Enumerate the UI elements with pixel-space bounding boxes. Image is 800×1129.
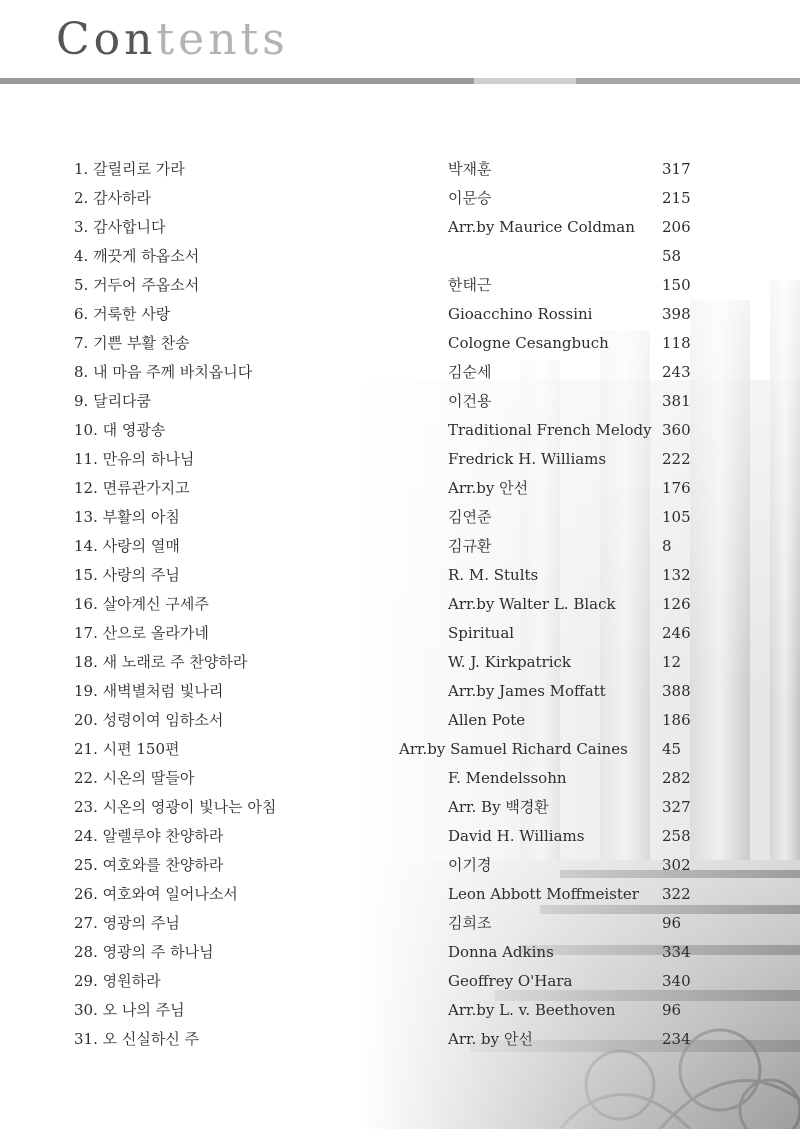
toc-entry-composer: Arr.by L. v. Beethoven — [448, 1001, 616, 1019]
toc-entry-page-number: 96 — [662, 1001, 682, 1019]
toc-entry — [0, 996, 800, 1025]
toc-entry-composer: 이기경 — [448, 856, 492, 874]
toc-entry-title: 13. 부활의 아침 — [74, 508, 180, 526]
toc-entry-title: 23. 시온의 영광이 빛나는 아침 — [74, 798, 277, 816]
toc-entry — [0, 300, 800, 329]
toc-entry-composer: Gioacchino Rossini — [448, 305, 593, 323]
toc-entry-page-number: 222 — [662, 450, 691, 468]
toc-entry-page-number: 381 — [662, 392, 691, 410]
toc-entry — [0, 416, 800, 445]
toc-entry — [0, 474, 800, 503]
toc-entry-page-number: 186 — [662, 711, 691, 729]
toc-entry-page-number: 215 — [662, 189, 691, 207]
toc-entry-page-number: 340 — [662, 972, 691, 990]
toc-entry-title: 10. 대 영광송 — [74, 421, 166, 439]
toc-entry-title: 15. 사랑의 주님 — [74, 566, 180, 584]
toc-entry-page-number: 322 — [662, 885, 691, 903]
toc-entry-composer: Geoffrey O'Hara — [448, 972, 573, 990]
toc-entry — [0, 155, 800, 184]
toc-entry — [0, 503, 800, 532]
toc-entry — [0, 822, 800, 851]
toc-entry — [0, 184, 800, 213]
toc-entry — [0, 590, 800, 619]
toc-entry-title: 16. 살아계신 구세주 — [74, 595, 209, 613]
toc-entry-title: 17. 산으로 올라가네 — [74, 624, 209, 642]
toc-entry-title: 6. 거룩한 사랑 — [74, 305, 171, 323]
toc-entry-composer: Traditional French Melody — [448, 421, 652, 439]
toc-entry-page-number: 388 — [662, 682, 691, 700]
toc-entry-page-number: 58 — [662, 247, 682, 265]
toc-entry-page-number: 176 — [662, 479, 691, 497]
toc-entry-composer: Arr.by Walter L. Black — [448, 595, 616, 613]
toc-entry-page-number: 132 — [662, 566, 691, 584]
toc-entry-title: 24. 알렐루야 찬양하라 — [74, 827, 224, 845]
toc-entry-title: 19. 새벽별처럼 빛나리 — [74, 682, 224, 700]
toc-entry-composer: Fredrick H. Williams — [448, 450, 607, 468]
toc-entry-composer: Allen Pote — [448, 711, 526, 729]
toc-entry-page-number: 45 — [662, 740, 682, 758]
toc-entry — [0, 938, 800, 967]
toc-entry-title: 25. 여호와를 찬양하라 — [74, 856, 224, 874]
toc-entry-composer: Arr.by Maurice Coldman — [448, 218, 635, 236]
toc-entry-composer: Leon Abbott Moffmeister — [448, 885, 639, 903]
toc-entry — [0, 532, 800, 561]
toc-entry-title: 9. 달리다쿰 — [74, 392, 152, 410]
toc-entry-title: 31. 오 신실하신 주 — [74, 1030, 200, 1048]
toc-entry-page-number: 12 — [662, 653, 682, 671]
toc-entry — [0, 329, 800, 358]
toc-entry-composer: 박재훈 — [448, 160, 492, 178]
toc-entry — [0, 851, 800, 880]
toc-entry-title: 30. 오 나의 주님 — [74, 1001, 185, 1019]
toc-entry-title: 22. 시온의 딸들아 — [74, 769, 195, 787]
toc-entry-composer: 김연준 — [448, 508, 492, 526]
toc-entry-title: 5. 거두어 주옵소서 — [74, 276, 200, 294]
toc-entry-page-number: 118 — [662, 334, 691, 352]
toc-entry-title: 29. 영원하라 — [74, 972, 161, 990]
toc-entry-page-number: 150 — [662, 276, 691, 294]
toc-entry-composer: Arr. by 안선 — [448, 1030, 533, 1048]
toc-entry — [0, 358, 800, 387]
toc-entry-page-number: 258 — [662, 827, 691, 845]
toc-entry-title: 20. 성령이여 임하소서 — [74, 711, 224, 729]
toc-entry-title: 11. 만유의 하나님 — [74, 450, 195, 468]
page-title-light: tents — [156, 14, 289, 65]
toc-entry — [0, 619, 800, 648]
toc-entry-composer: Spiritual — [448, 624, 515, 642]
toc-entry-composer: 이건용 — [448, 392, 492, 410]
toc-entry-page-number: 360 — [662, 421, 691, 439]
toc-entry — [0, 909, 800, 938]
toc-entry-page-number: 105 — [662, 508, 691, 526]
toc-entry — [0, 735, 800, 764]
toc-entry-composer: F. Mendelssohn — [448, 769, 567, 787]
toc-entry — [0, 677, 800, 706]
toc-entry-page-number: 398 — [662, 305, 691, 323]
page-title-strong: Con — [56, 14, 157, 65]
toc-entry-composer: R. M. Stults — [448, 566, 539, 584]
toc-entry-composer: David H. Williams — [448, 827, 585, 845]
toc-entry — [0, 242, 800, 271]
toc-entry-page-number: 327 — [662, 798, 691, 816]
toc-entry-composer: 김규환 — [448, 537, 492, 555]
toc-entry-title: 1. 갈릴리로 가라 — [74, 160, 185, 178]
toc-entry — [0, 1025, 800, 1054]
toc-entry-composer: 한태근 — [448, 276, 492, 294]
toc-entry-composer: Arr. By 백경환 — [448, 798, 549, 816]
header-divider-bar — [0, 78, 800, 84]
toc-entry-composer: Cologne Cesangbuch — [448, 334, 609, 352]
toc-entry-composer: 이문승 — [448, 189, 492, 207]
toc-entry-page-number: 96 — [662, 914, 682, 932]
toc-entry — [0, 445, 800, 474]
toc-entry-title: 8. 내 마음 주께 바치옵니다 — [74, 363, 253, 381]
toc-entry — [0, 271, 800, 300]
toc-entry-title: 28. 영광의 주 하나님 — [74, 943, 214, 961]
toc-entry — [0, 793, 800, 822]
toc-entry-title: 3. 감사합니다 — [74, 218, 166, 236]
toc-entry-page-number: 126 — [662, 595, 691, 613]
toc-entry — [0, 648, 800, 677]
toc-entry-title: 7. 기쁜 부활 찬송 — [74, 334, 190, 352]
toc-entry-page-number: 206 — [662, 218, 691, 236]
toc-entry-composer: Arr.by James Moffatt — [448, 682, 606, 700]
toc-entry-page-number: 282 — [662, 769, 691, 787]
toc-entry-page-number: 243 — [662, 363, 691, 381]
toc-entry — [0, 967, 800, 996]
toc-entry-title: 27. 영광의 주님 — [74, 914, 180, 932]
toc-entry-composer: Arr.by 안선 — [448, 479, 529, 497]
toc-entry — [0, 764, 800, 793]
toc-entry-title: 2. 감사하라 — [74, 189, 152, 207]
toc-entry-composer: Donna Adkins — [448, 943, 554, 961]
toc-entry — [0, 561, 800, 590]
toc-entry-page-number: 234 — [662, 1030, 691, 1048]
toc-entry — [0, 706, 800, 735]
toc-entry-composer: 김희조 — [448, 914, 492, 932]
toc-entry-page-number: 8 — [662, 537, 672, 555]
toc-entry-title: 26. 여호와여 일어나소서 — [74, 885, 238, 903]
toc-entry — [0, 213, 800, 242]
toc-entry — [0, 880, 800, 909]
page-title — [56, 14, 289, 65]
toc-entry-page-number: 302 — [662, 856, 691, 874]
toc-entry — [0, 387, 800, 416]
toc-entry-composer: 김순세 — [448, 363, 492, 381]
toc-entry-title: 21. 시편 150편 — [74, 740, 180, 758]
toc-entry-title: 4. 깨끗게 하옵소서 — [74, 247, 200, 265]
toc-entry-page-number: 334 — [662, 943, 691, 961]
toc-entry-title: 14. 사랑의 열매 — [74, 537, 180, 555]
toc-entry-composer: Arr.by Samuel Richard Caines — [399, 740, 628, 758]
toc-entry-title: 12. 면류관가지고 — [74, 479, 190, 497]
toc-entry-page-number: 317 — [662, 160, 691, 178]
toc-entry-page-number: 246 — [662, 624, 691, 642]
toc-entry-title: 18. 새 노래로 주 찬양하라 — [74, 653, 248, 671]
table-of-contents — [0, 155, 800, 1055]
toc-entry-composer: W. J. Kirkpatrick — [448, 653, 572, 671]
